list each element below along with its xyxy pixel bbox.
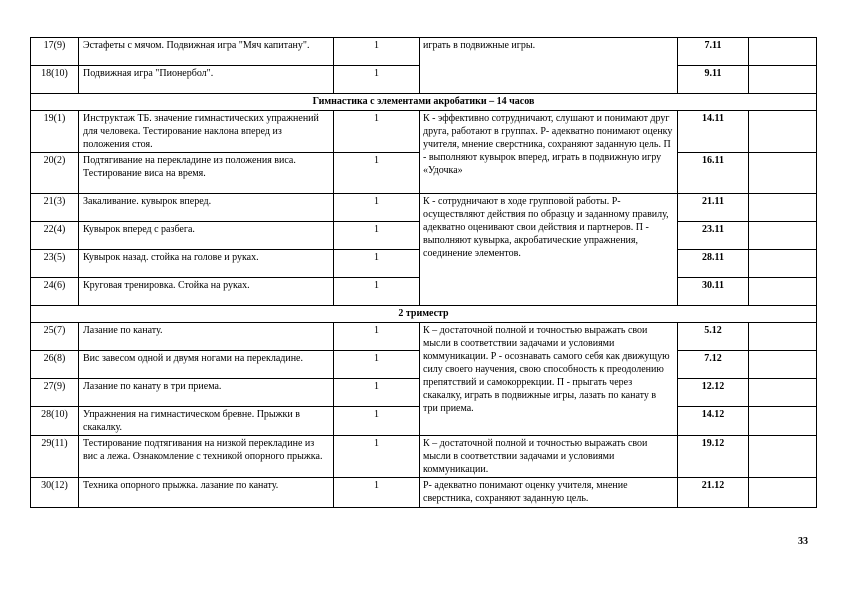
empty-cell <box>749 153 817 194</box>
uud-cell: К - сотрудничают в ходе групповой работы. Р- осуществляют действия по образцу и заданному правилу, адекватно оценивают свои действия и партнеров. П - выполняют кувырка, акробатические упражнения, соединение элементов. <box>420 194 678 306</box>
lesson-hours: 1 <box>334 66 420 94</box>
lesson-number: 22(4) <box>31 222 79 250</box>
lesson-number: 18(10) <box>31 66 79 94</box>
table-row <box>31 38 817 66</box>
empty-cell <box>749 436 817 478</box>
lesson-number: 30(12) <box>31 478 79 508</box>
lesson-number: 28(10) <box>31 407 79 436</box>
lesson-date: 12.12 <box>678 379 749 407</box>
lesson-hours: 1 <box>334 153 420 194</box>
lesson-hours: 1 <box>334 111 420 153</box>
lesson-hours: 1 <box>334 194 420 222</box>
lesson-date: 7.11 <box>678 38 749 66</box>
empty-cell <box>749 222 817 250</box>
page-number: 33 <box>798 536 808 547</box>
lesson-topic: Инструктаж ТБ. значение гимнастических упражнений для человека. Тестирование наклона вперед из положения стоя. <box>79 111 334 153</box>
lesson-topic: Вис завесом одной и двумя ногами на перекладине. <box>79 351 334 379</box>
lesson-topic: Подвижная игра "Пионербол". <box>79 66 334 94</box>
empty-cell <box>749 478 817 508</box>
lesson-topic: Круговая тренировка. Стойка на руках. <box>79 278 334 306</box>
lesson-number: 20(2) <box>31 153 79 194</box>
lesson-date: 30.11 <box>678 278 749 306</box>
table-row <box>31 478 817 508</box>
table-row <box>31 194 817 222</box>
section-row <box>31 306 817 323</box>
lesson-number: 21(3) <box>31 194 79 222</box>
section-heading: 2 триместр <box>31 306 817 323</box>
empty-cell <box>749 351 817 379</box>
lesson-number: 25(7) <box>31 323 79 351</box>
empty-cell <box>749 379 817 407</box>
lesson-topic: Закаливание. кувырок вперед. <box>79 194 334 222</box>
section-row <box>31 94 817 111</box>
lesson-date: 9.11 <box>678 66 749 94</box>
uud-cell: играть в подвижные игры. <box>420 38 678 94</box>
lesson-date: 7.12 <box>678 351 749 379</box>
empty-cell <box>749 111 817 153</box>
lesson-number: 19(1) <box>31 111 79 153</box>
lesson-date: 28.11 <box>678 250 749 278</box>
uud-cell: Р- адекватно понимают оценку учителя, мнение сверстника, сохраняют заданную цель. <box>420 478 678 508</box>
lesson-topic: Тестирование подтягивания на низкой перекладине из вис а лежа. Ознакомление с техникой опорного прыжка. <box>79 436 334 478</box>
lesson-date: 21.12 <box>678 478 749 508</box>
lesson-topic: Кувырок назад. стойка на голове и руках. <box>79 250 334 278</box>
lesson-topic: Техника опорного прыжка. лазание по канату. <box>79 478 334 508</box>
lesson-topic: Лазание по канату в три приема. <box>79 379 334 407</box>
lesson-topic: Упражнения на гимнастическом бревне. Прыжки в скакалку. <box>79 407 334 436</box>
empty-cell <box>749 278 817 306</box>
uud-cell: К – достаточной полной и точностью выражать свои мысли в соответствии задачами и условиями коммуникации. <box>420 436 678 478</box>
lesson-date: 23.11 <box>678 222 749 250</box>
lesson-hours: 1 <box>334 478 420 508</box>
empty-cell <box>749 323 817 351</box>
empty-cell <box>749 194 817 222</box>
lesson-topic: Кувырок вперед с разбега. <box>79 222 334 250</box>
lesson-topic: Подтягивание на перекладине из положения виса. Тестирование виса на время. <box>79 153 334 194</box>
lesson-hours: 1 <box>334 250 420 278</box>
table-row <box>31 436 817 478</box>
lesson-number: 26(8) <box>31 351 79 379</box>
lesson-topic: Эстафеты с мячом. Подвижная игра "Мяч капитану". <box>79 38 334 66</box>
lesson-hours: 1 <box>334 351 420 379</box>
table-row <box>31 111 817 153</box>
table-row <box>31 323 817 351</box>
lesson-date: 14.12 <box>678 407 749 436</box>
lesson-number: 17(9) <box>31 38 79 66</box>
lesson-topic: Лазание по канату. <box>79 323 334 351</box>
lesson-date: 16.11 <box>678 153 749 194</box>
lesson-date: 19.12 <box>678 436 749 478</box>
lesson-date: 14.11 <box>678 111 749 153</box>
lesson-number: 24(6) <box>31 278 79 306</box>
empty-cell <box>749 250 817 278</box>
lesson-hours: 1 <box>334 38 420 66</box>
lesson-hours: 1 <box>334 323 420 351</box>
lesson-hours: 1 <box>334 407 420 436</box>
lesson-number: 23(5) <box>31 250 79 278</box>
lesson-hours: 1 <box>334 379 420 407</box>
lesson-hours: 1 <box>334 436 420 478</box>
lesson-plan-table <box>30 37 817 508</box>
uud-cell: К - эффективно сотрудничают, слушают и понимают друг друга, работают в группах. Р- адекватно понимают оценку учителя, мнение сверстника, сохраняют заданную цель. П - выполняют кувырок вперед, играть в подвижную игру «Удочка» <box>420 111 678 194</box>
lesson-date: 21.11 <box>678 194 749 222</box>
empty-cell <box>749 66 817 94</box>
lesson-number: 29(11) <box>31 436 79 478</box>
lesson-hours: 1 <box>334 222 420 250</box>
uud-cell: К – достаточной полной и точностью выражать свои мысли в соответствии задачами и условиями коммуникации. Р - осознавать самого себя как движущую силу своего научения, свою способность к преодолению препятствий и самокоррекции. П - прыгать через скакалку, играть в подвижные игры, лазать по канату в три приема. <box>420 323 678 436</box>
empty-cell <box>749 38 817 66</box>
lesson-number: 27(9) <box>31 379 79 407</box>
lesson-hours: 1 <box>334 278 420 306</box>
empty-cell <box>749 407 817 436</box>
lesson-date: 5.12 <box>678 323 749 351</box>
section-heading: Гимнастика с элементами акробатики – 14 часов <box>31 94 817 111</box>
